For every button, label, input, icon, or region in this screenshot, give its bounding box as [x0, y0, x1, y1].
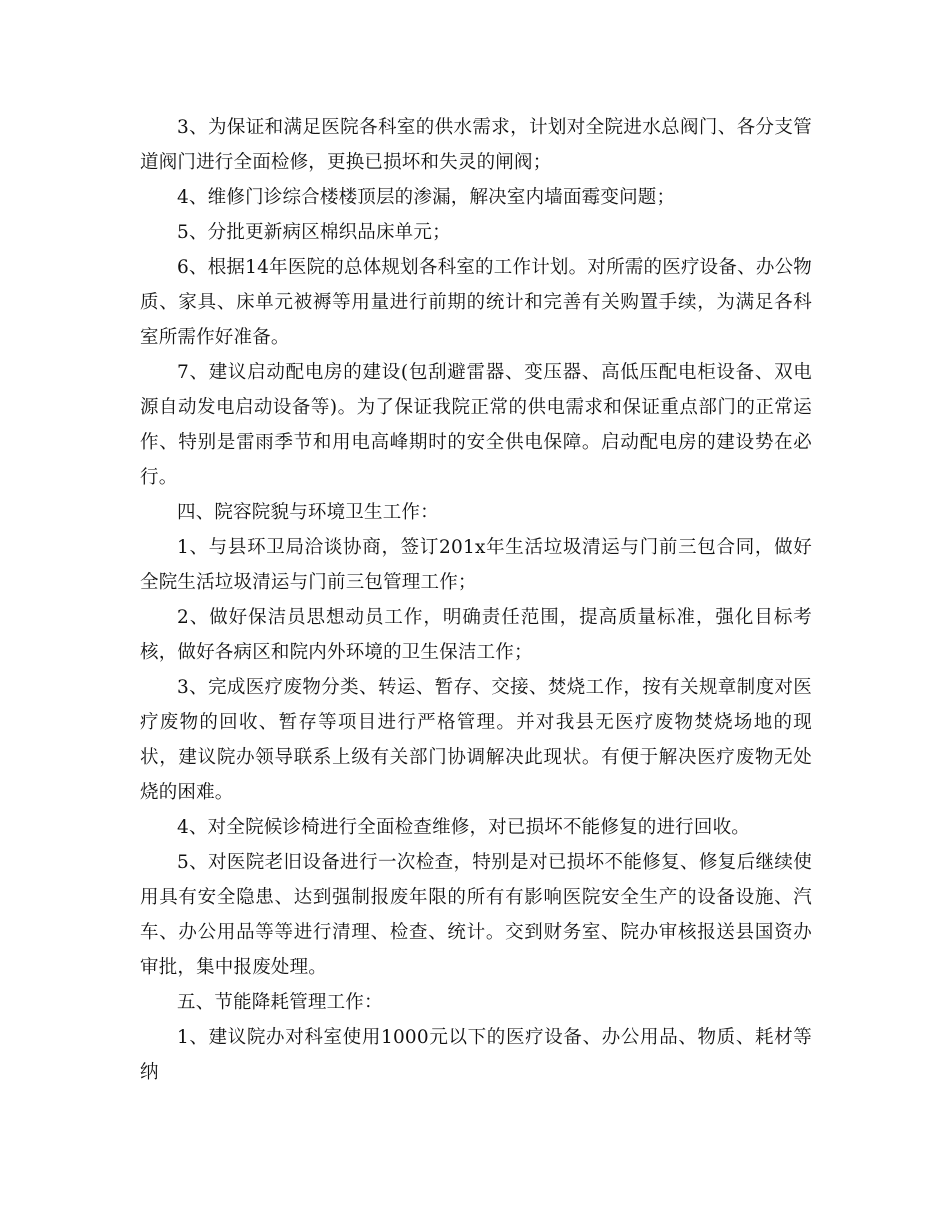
paragraph-sanitation-item-1: 1、与县环卫局洽谈协商，签订201x年生活垃圾清运与门前三包合同，做好全院生活垃圾清运与门前三包管理工作；: [140, 537, 812, 593]
paragraph-item-3-water-valves: 3、为保证和满足医院各科室的供水需求，计划对全院进水总阀门、各分支管道阀门进行全面检修，更换已损坏和失灵的闸阀；: [140, 117, 812, 173]
paragraph-sanitation-item-4: 4、对全院候诊椅进行全面检查维修，对已损坏不能修复的进行回收。: [177, 817, 750, 838]
paragraph-item-5-bedding: 5、分批更新病区棉织品床单元；: [177, 222, 451, 243]
document-body: [140, 110, 812, 1090]
paragraph-item-4-roof-leak: 4、维修门诊综合楼楼顶层的渗漏，解决室内墙面霉变问题；: [177, 187, 676, 208]
paragraph-sanitation-item-5: 5、对医院老旧设备进行一次检查，特别是对已损坏不能修复、修复后继续使用具有安全隐患、达到强制报废年限的所有有影响医院安全生产的设备设施、汽车、办公用品等等进行清理、检查、统计。交到财务室、院办审核报送县国资办审批，集中报废处理。: [140, 852, 812, 978]
section-heading-sanitation: 四、院容院貌与环境卫生工作：: [177, 502, 439, 523]
paragraph-sanitation-item-2: 2、做好保洁员思想动员工作，明确责任范围，提高质量标准，强化目标考核，做好各病区和院内外环境的卫生保洁工作；: [140, 607, 812, 663]
section-heading-energy: 五、节能降耗管理工作：: [177, 992, 383, 1013]
paragraph-item-6-planning: 6、根据14年医院的总体规划各科室的工作计划。对所需的医疗设备、办公物质、家具、床单元被褥等用量进行前期的统计和完善有关购置手续，为满足各科室所需作好准备。: [140, 257, 812, 348]
paragraph-sanitation-item-3: 3、完成医疗废物分类、转运、暂存、交接、焚烧工作，按有关规章制度对医疗废物的回收、暂存等项目进行严格管理。并对我县无医疗废物焚烧场地的现状，建议院办领导联系上级有关部门协调解决此现状。有便于解决医疗废物无处烧的困难。: [140, 677, 812, 803]
paragraph-item-7-power-room: 7、建议启动配电房的建设(包刮避雷器、变压器、高低压配电柜设备、双电源自动发电启动设备等)。为了保证我院正常的供电需求和保证重点部门的正常运作、特别是雷雨季节和用电高峰期时的安全供电保障。启动配电房的建设势在必行。: [140, 362, 812, 488]
paragraph-energy-item-1: 1、建议院办对科室使用1000元以下的医疗设备、办公用品、物质、耗材等纳: [140, 1027, 812, 1083]
